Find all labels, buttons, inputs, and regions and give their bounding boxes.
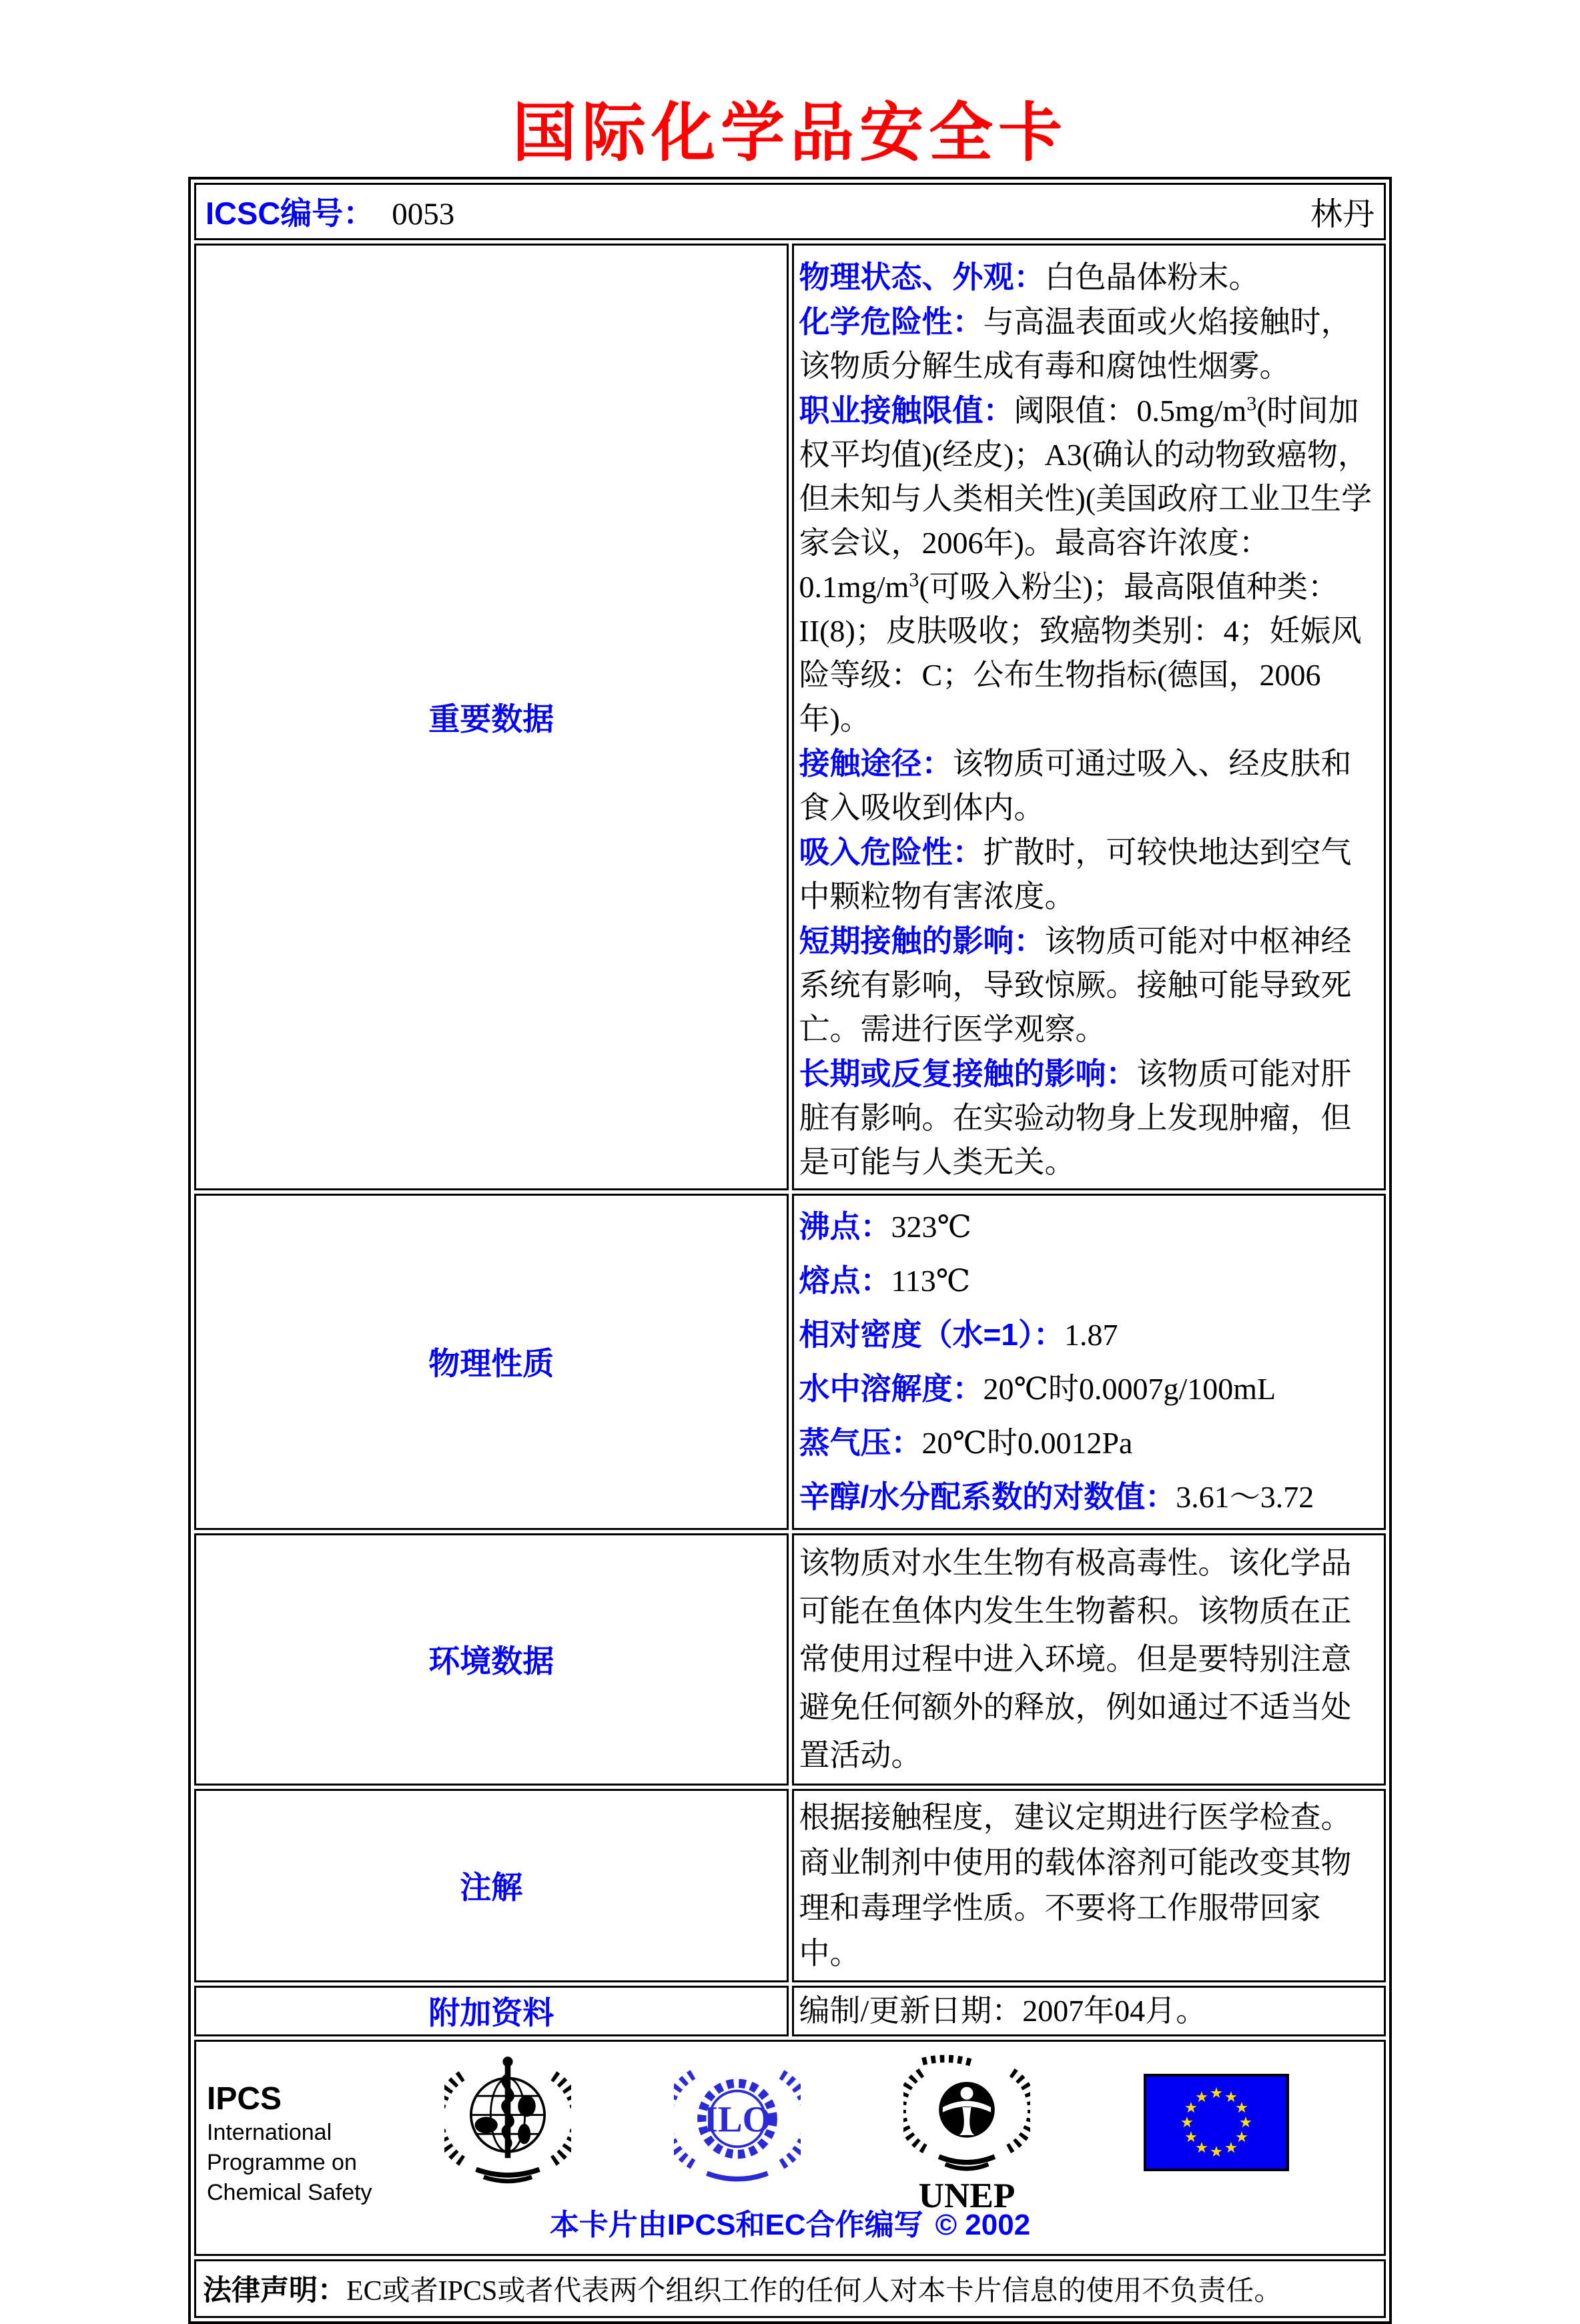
header-row [194, 183, 1386, 240]
short-term-effects-text: 该物质可能对中枢神经系统有影响，导致惊厥。接触可能导致死亡。需进行医学观察。 [799, 923, 1352, 1046]
melting-point-label: 熔点： [799, 1262, 891, 1298]
partition-coefficient-label: 辛醇/水分配系数的对数值： [799, 1479, 1176, 1514]
icsc-card [188, 177, 1392, 2324]
relative-density-value: 1.87 [1064, 1317, 1118, 1352]
vapor-pressure-label: 蒸气压： [799, 1425, 922, 1460]
notes-content: 根据接触程度，建议定期进行医学检查。商业制剂中使用的载体溶剂可能改变其物理和毒理学性质。不要将工作服带回家中。 [792, 1789, 1387, 1982]
partition-coefficient-value: 3.61～3.72 [1176, 1479, 1314, 1514]
ipcs-text-block [207, 2080, 372, 2208]
oel-segment-3: (可吸入粉尘)；最高限值种类：II(8)；皮肤吸收；致癌物类别：4；妊娠风险等级：C；公布生物指标(德国，2006年)。 [799, 569, 1362, 736]
exposure-routes-text: 该物质可通过吸入、经皮肤和食入吸收到体内。 [799, 746, 1352, 825]
ipcs-title: IPCS [207, 2080, 282, 2116]
logos-cell [194, 2040, 1386, 2256]
physical-state-label: 物理状态、外观： [799, 259, 1045, 294]
long-term-effects-text: 该物质可能对肝脏有影响。在实验动物身上发现肿瘤，但是可能与人类无关。 [799, 1056, 1352, 1179]
header-cell [194, 183, 1386, 240]
chemical-name: 林丹 [1310, 197, 1374, 233]
exposure-routes-paragraph [799, 741, 1378, 830]
credit-text: 本卡片由IPCS和EC合作编写 [549, 2208, 923, 2241]
chemical-hazard-label: 化学危险性： [799, 304, 983, 339]
short-term-effects-paragraph [799, 919, 1378, 1052]
who-logo-icon [444, 2056, 571, 2193]
chemical-hazard-paragraph [799, 300, 1378, 388]
relative-density-item [799, 1308, 1378, 1362]
partition-coefficient-item [799, 1470, 1378, 1524]
melting-point-item [799, 1254, 1378, 1308]
page-title: 国际化学品安全卡 [512, 97, 1068, 169]
physical-state-text: 白色晶体粉末。 [1044, 260, 1260, 294]
section-label-environmental-data: 环境数据 [194, 1533, 789, 1786]
logos-row [194, 2040, 1386, 2256]
long-term-effects-label: 长期或反复接触的影响： [799, 1056, 1137, 1091]
legal-label: 法律声明： [203, 2275, 346, 2307]
ipcs-line-3: Chemical Safety [207, 2179, 372, 2205]
vapor-pressure-value: 20℃时0.0012Pa [921, 1425, 1133, 1460]
icsc-number-label: ICSC编号： [206, 196, 375, 232]
physical-properties-content [792, 1194, 1387, 1530]
boiling-point-label: 沸点： [799, 1208, 891, 1244]
physical-state-paragraph [799, 255, 1378, 300]
important-data-row [194, 244, 1386, 1190]
boiling-point-value: 323℃ [891, 1209, 971, 1244]
occupational-exposure-limit-paragraph [799, 388, 1378, 741]
inhalation-risk-label: 吸入危险性： [799, 834, 983, 869]
water-solubility-value: 20℃时0.0007g/100mL [983, 1371, 1276, 1406]
unep-logo-icon [903, 2054, 1030, 2217]
additional-info-content: 编制/更新日期：2007年04月。 [792, 1986, 1387, 2036]
exposure-routes-label: 接触途径： [799, 745, 953, 781]
ipcs-line-2: Programme on [207, 2149, 357, 2175]
ilo-logo-icon [674, 2056, 801, 2197]
eu-flag-icon [1144, 2074, 1289, 2175]
legal-cell [194, 2259, 1386, 2318]
ilo-letters: ILO [703, 2098, 771, 2140]
inhalation-risk-text: 扩散时，可较快地达到空气中颗粒物有害浓度。 [799, 835, 1352, 913]
legal-text: EC或者IPCS或者代表两个组织工作的任何人对本卡片信息的使用不负责任。 [346, 2276, 1282, 2307]
icsc-number-group [206, 189, 454, 234]
notes-row [194, 1789, 1386, 1982]
inhalation-risk-paragraph [799, 830, 1378, 919]
oel-segment-1: 阈限值：0.5mg/m [1014, 393, 1247, 428]
copyright-text: © 2002 [935, 2208, 1031, 2241]
section-label-physical-properties: 物理性质 [194, 1194, 789, 1530]
environmental-data-content: 该物质对水生生物有极高毒性。该化学品可能在鱼体内发生生物蓄积。该物质在正常使用过程中进入环境。但是要特别注意避免任何额外的释放，例如通过不适当处置活动。 [792, 1533, 1387, 1786]
oel-segment-2: (时间加权平均值)(经皮)；A3(确认的动物致癌物，但未知与人类相关性)(美国政府工业卫生学家会议，2006年)。最高容许浓度：0.1mg/m [799, 393, 1372, 604]
long-term-effects-paragraph [799, 1052, 1378, 1184]
oel-superscript-1: 3 [1246, 392, 1257, 415]
ipcs-line-1: International [207, 2119, 332, 2145]
physical-properties-row [194, 1194, 1386, 1530]
melting-point-value: 113℃ [891, 1263, 971, 1298]
section-label-notes: 注解 [194, 1789, 789, 1982]
boiling-point-item [799, 1200, 1378, 1254]
credit-line [196, 2201, 1384, 2243]
section-label-additional-info: 附加资料 [194, 1986, 789, 2036]
vapor-pressure-item [799, 1416, 1378, 1470]
occupational-exposure-limit-label: 职业接触限值： [799, 392, 1014, 428]
important-data-content [792, 244, 1387, 1190]
icsc-page [0, 97, 1580, 2307]
icsc-number-value: 0053 [392, 197, 455, 232]
legal-row [194, 2259, 1386, 2318]
water-solubility-label: 水中溶解度： [799, 1371, 983, 1406]
icsc-table [191, 179, 1389, 2321]
chemical-hazard-text: 与高温表面或火焰接触时，该物质分解生成有毒和腐蚀性烟雾。 [799, 304, 1352, 383]
short-term-effects-label: 短期接触的影响： [799, 923, 1045, 958]
unep-letters: UNEP [918, 2175, 1016, 2214]
environmental-data-row [194, 1533, 1386, 1786]
section-label-important-data: 重要数据 [194, 244, 789, 1190]
oel-superscript-2: 3 [909, 568, 919, 591]
relative-density-label: 相对密度（水=1）： [799, 1316, 1064, 1352]
additional-info-row [194, 1986, 1386, 2036]
water-solubility-item [799, 1362, 1378, 1416]
